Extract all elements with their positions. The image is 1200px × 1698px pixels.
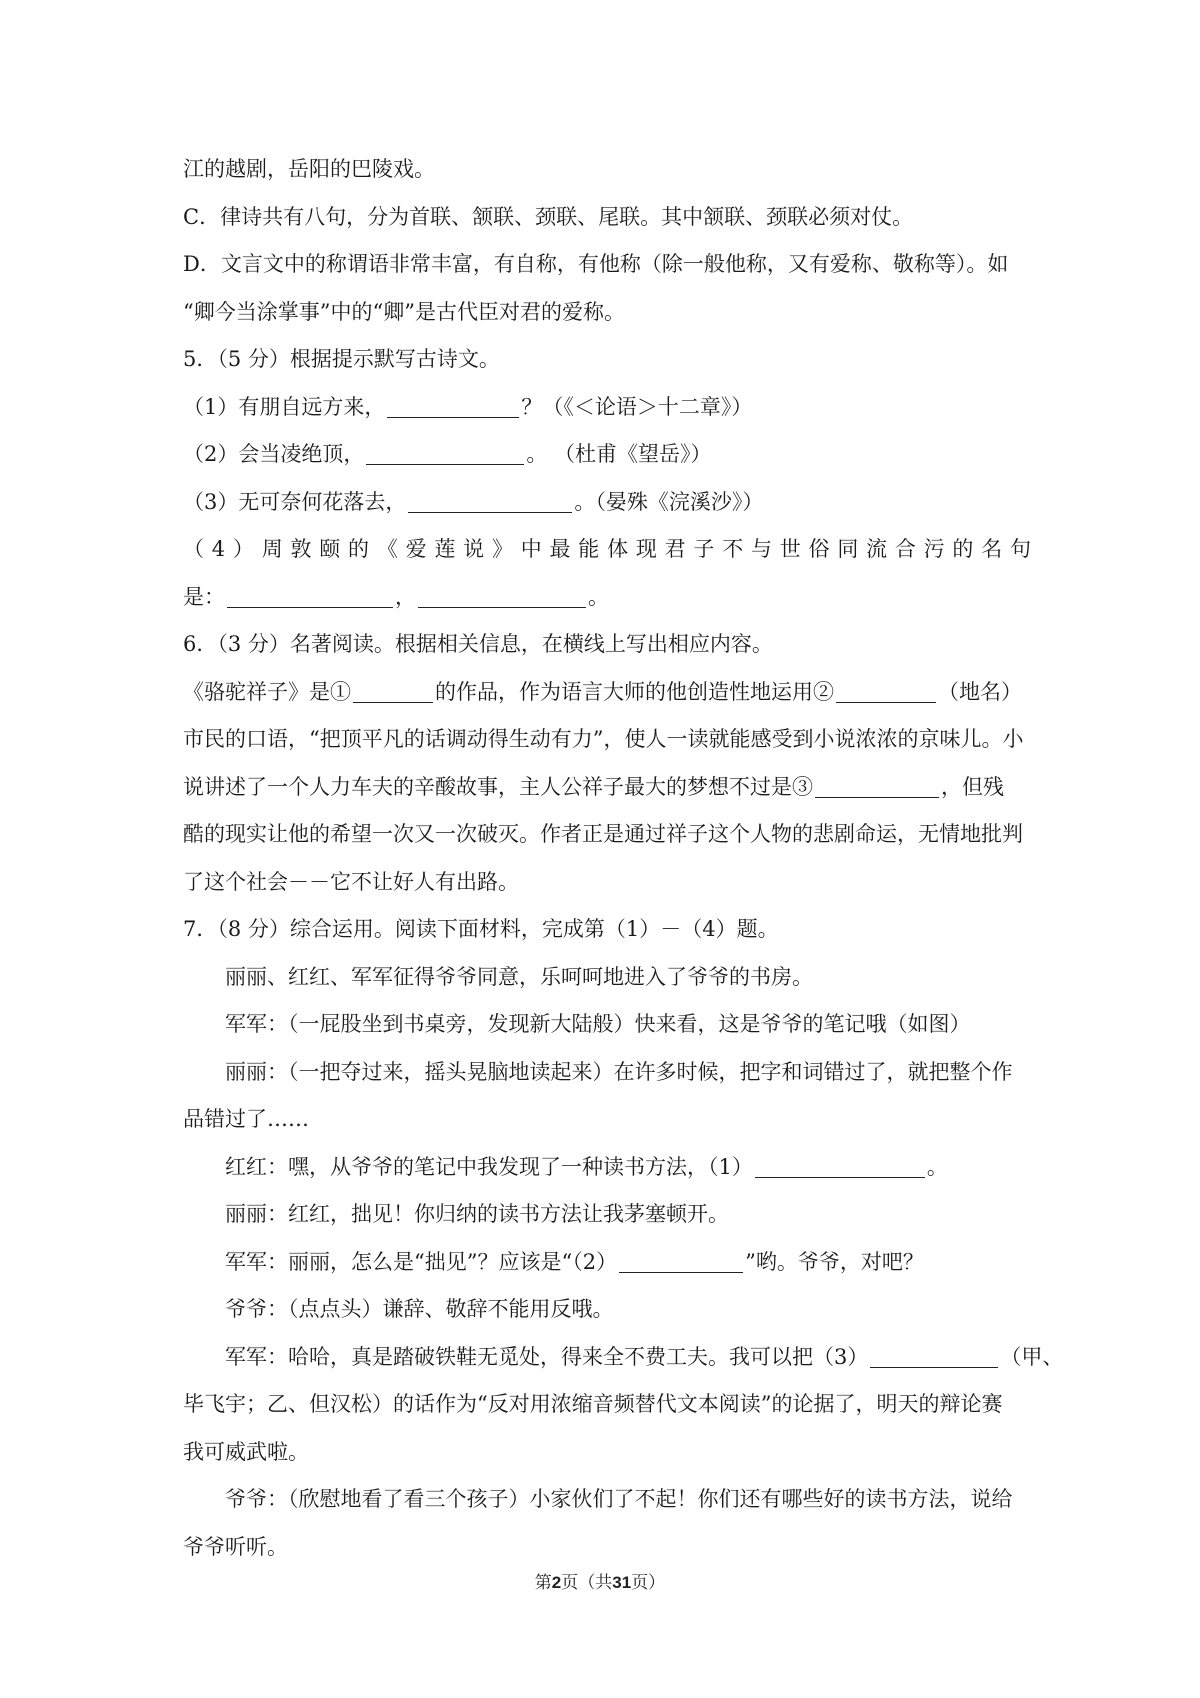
dialogue-line: 军军：丽丽，怎么是“拙见”？应该是“（2） ”哟。爷爷，对吧？ [225,1249,924,1274]
page-footer [0,1568,1200,1593]
question-6-text: 了这个社会－－它不让好人有出路。 [183,869,519,894]
answer-blank[interactable] [755,1153,925,1178]
answer-blank[interactable] [870,1343,998,1368]
question-6-text: 说讲述了一个人力车夫的辛酸故事，主人公祥子最大的梦想不过是③ ，但残 [183,774,1004,799]
footer-prefix: 第 [534,1573,552,1593]
text-line: “卿今当涂掌事”中的“卿”是古代臣对君的爱称。 [183,299,625,324]
question-6-text: 《骆驼祥子》是① 的作品，作为语言大师的他创造性地运用② （地名） [183,679,1022,704]
answer-blank[interactable] [836,678,936,703]
answer-blank[interactable] [815,773,939,798]
answer-blank[interactable] [418,583,586,608]
question-6-text: 酷的现实让他的希望一次又一次破灭。作者正是通过祥子这个人物的悲剧命运，无情地批判 [183,822,1023,846]
dialogue-line: 爷爷听听。 [183,1534,288,1559]
page-content [183,146,1064,1571]
page-total: 31 [612,1573,632,1592]
question-5-item-4-answer: 是： ， 。 [183,584,609,609]
dialogue-line: 红红：嘿，从爷爷的笔记中我发现了一种读书方法，（1） 。 [225,1154,948,1179]
answer-blank[interactable] [387,393,519,418]
option-d: D．文言文中的称谓语非常丰富，有自称，有他称（除一般他称，又有爱称、敬称等）。如 [183,252,1009,276]
answer-blank[interactable] [353,678,433,703]
question-6-text: 市民的口语，“把顶平凡的话调动得生动有力”，使人一读就能感受到小说浓浓的京味儿。小 [183,727,1024,751]
dialogue-line: 丽丽：（一把夺过来，摇头晃脑地读起来）在许多时候，把字和词错过了，就把整个作 [225,1059,1013,1084]
answer-blank[interactable] [619,1248,743,1273]
dialogue-line: 爷爷：（点点头）谦辞、敬辞不能用反哦。 [225,1297,614,1321]
dialogue-line: 丽丽、红红、军军征得爷爷同意，乐呵呵地进入了爷爷的书房。 [225,964,813,989]
question-7-title: 7．（8 分）综合运用。阅读下面材料，完成第（1）－（4）题。 [183,917,779,941]
dialogue-line: 毕飞宇；乙、但汉松）的话作为“反对用浓缩音频替代文本阅读”的论据了，明天的辩论赛 [183,1392,1003,1416]
question-5-title: 5．（5 分）根据提示默写古诗文。 [183,347,500,371]
answer-blank[interactable] [366,440,524,465]
answer-blank[interactable] [227,583,393,608]
question-5-item-3: （3）无可奈何花落去， 。（晏殊《浣溪沙》） [183,489,764,514]
dialogue-line: 爷爷：（欣慰地看了看三个孩子）小家伙们了不起！你们还有哪些好的读书方法，说给 [225,1487,1013,1511]
dialogue-line: 丽丽：红红，拙见！你归纳的读书方法让我茅塞顿开。 [225,1202,729,1226]
question-6-title: 6．（3 分）名著阅读。根据相关信息，在横线上写出相应内容。 [183,632,773,656]
question-5-item-4: （4）周敦颐的《爱莲说》中最能体现君子不与世俗同流合污的名句 [183,537,1031,561]
dialogue-line: 军军：（一屁股坐到书桌旁，发现新大陆般）快来看，这是爷爷的笔记哦（如图） [225,1012,971,1036]
dialogue-line: 军军：哈哈，真是踏破铁鞋无觅处，得来全不费工夫。我可以把（3） （甲、 [225,1344,1064,1369]
option-c: C．律诗共有八句，分为首联、颔联、颈联、尾联。其中颔联、颈联必须对仗。 [183,204,914,229]
footer-mid: 页（共 [561,1573,613,1593]
dialogue-line: 品错过了…… [183,1107,309,1131]
dialogue-line: 我可威武啦。 [183,1439,309,1464]
question-5-item-2: （2）会当凌绝顶， 。 （杜甫《望岳》） [183,442,712,466]
answer-blank[interactable] [408,488,572,513]
page-number: 2 [551,1573,562,1592]
footer-suffix: 页） [631,1573,666,1593]
question-5-item-1: （1）有朋自远方来， ？（《＜论语＞十二章》） [183,394,753,419]
text-line: 江的越剧，岳阳的巴陵戏。 [183,157,435,181]
